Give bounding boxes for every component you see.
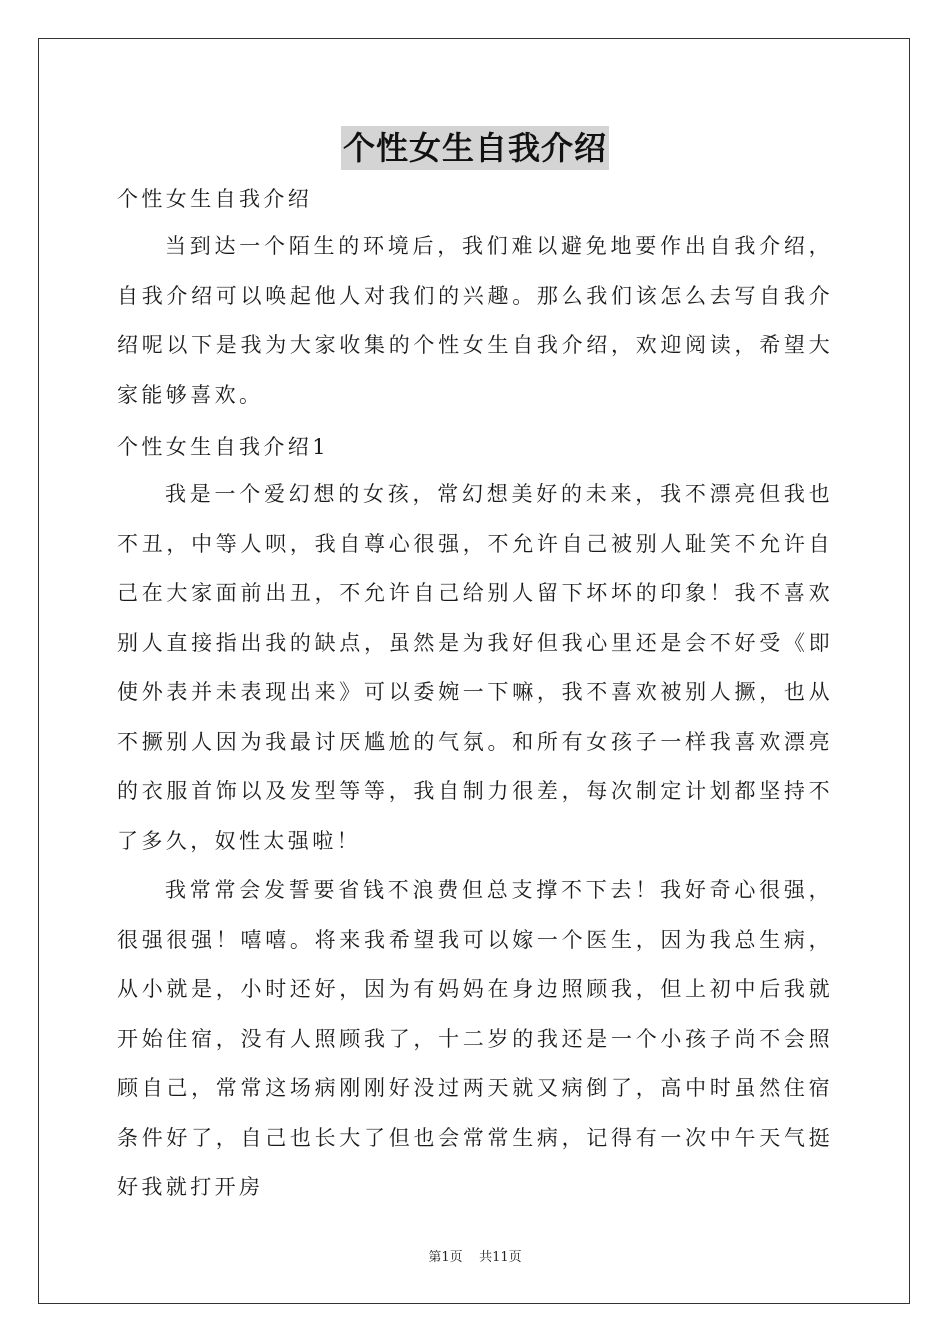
page-number-footer: 第1页 共11页 <box>428 1250 522 1265</box>
document-title: 个性女生自我介绍 <box>341 126 609 170</box>
title-container <box>0 126 950 170</box>
document-body <box>117 176 833 1213</box>
body-paragraph-1: 我是一个爱幻想的女孩，常幻想美好的未来，我不漂亮但我也不丑，中等人呗，我自尊心很强，不允许自己被别人耻笑不允许自己在大家面前出丑，不允许自己给别人留下坏坏的印象！我不喜欢别人直接指出我的缺点，虽然是为我好但我心里还是会不好受《即使外表并未表现出来》可以委婉一下嘛，我不喜欢被别人撅，也从不撅别人因为我最讨厌尴尬的气氛。和所有女孩子一样我喜欢漂亮的衣服首饰以及发型等等，我自制力很差，每次制定计划都坚持不了多久，奴性太强啦！ <box>117 482 833 853</box>
document-subtitle: 个性女生自我介绍 <box>117 187 313 211</box>
section-heading: 个性女生自我介绍1 <box>117 435 329 459</box>
body-paragraph-2: 我常常会发誓要省钱不浪费但总支撑不下去！我好奇心很强，很强很强！嘻嘻。将来我希望我可以嫁一个医生，因为我总生病，从小就是，小时还好，因为有妈妈在身边照顾我，但上初中后我就开始住宿，没有人照顾我了，十二岁的我还是一个小孩子尚不会照顾自己，常常这场病刚刚好没过两天就又病倒了，高中时虽然住宿条件好了，自己也长大了但也会常常生病，记得有一次中午天气挺好我就打开房 <box>117 878 833 1199</box>
intro-paragraph: 当到达一个陌生的环境后，我们难以避免地要作出自我介绍，自我介绍可以唤起他人对我们的兴趣。那么我们该怎么去写自我介绍呢以下是我为大家收集的个性女生自我介绍，欢迎阅读，希望大家能够喜欢。 <box>117 234 833 407</box>
